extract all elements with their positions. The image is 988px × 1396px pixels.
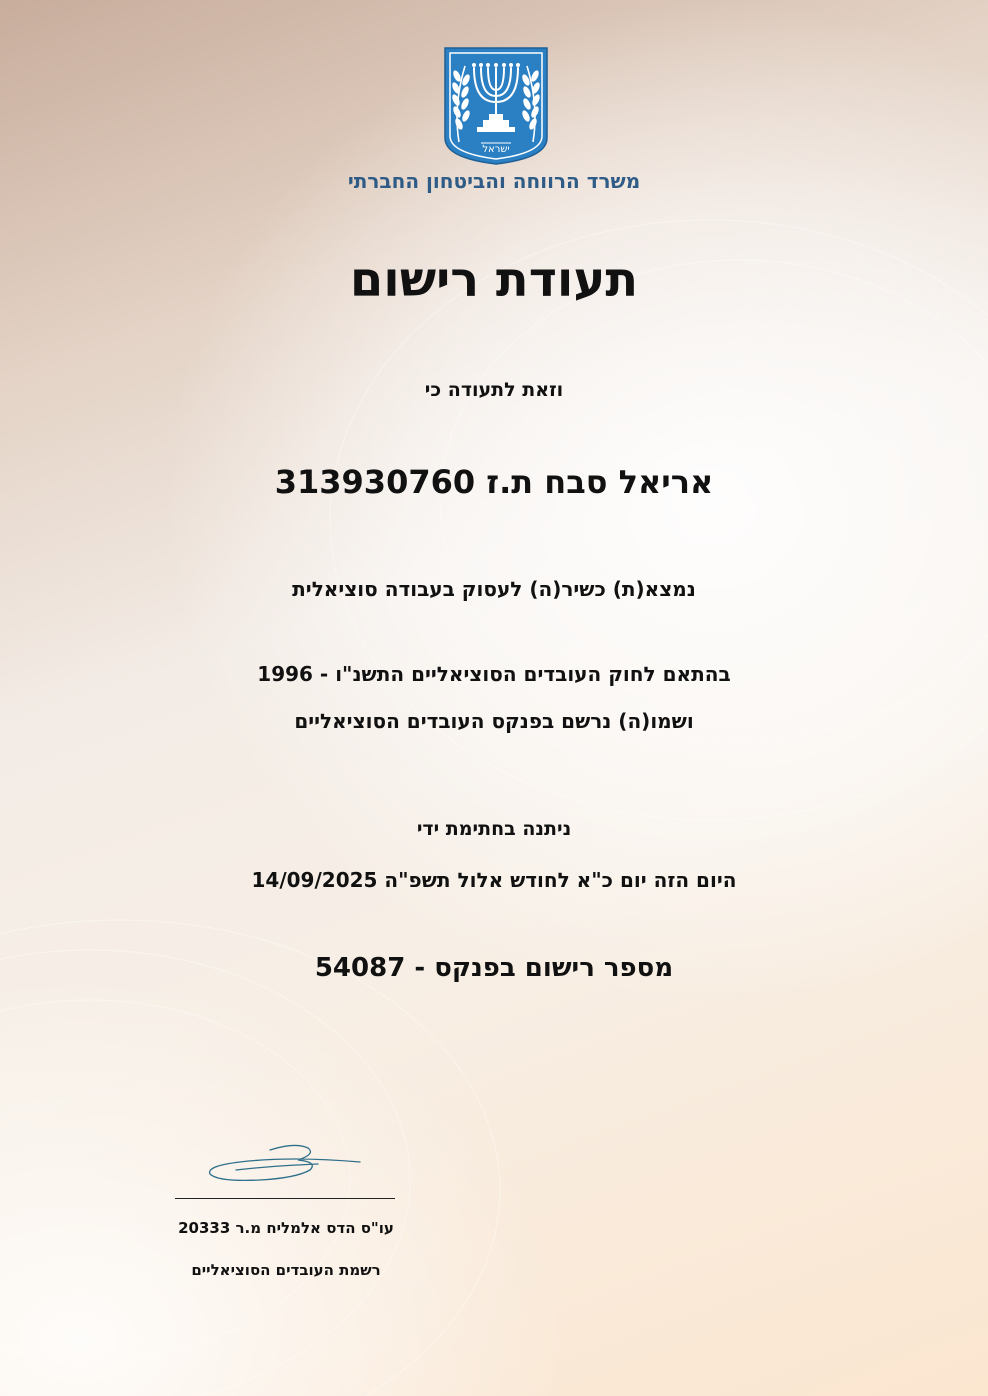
signed-by-statement: ניתנה בחתימת ידי (416, 818, 572, 840)
israel-emblem-icon (443, 46, 549, 166)
registry-statement: ושמו(ה) נרשם בפנקס העובדים הסוציאליים (294, 709, 694, 733)
emblem-text: ישראל (482, 144, 510, 155)
registration-number: מספר רישום בפנקס - 54087 (314, 953, 674, 983)
issue-date: היום הזה יום כ"א לחודש אלול תשפ"ה 14/09/2025 (251, 868, 737, 892)
signer-name: עו"ס הדס אלמליח מ.ר 20333 (178, 1219, 394, 1237)
qualification-statement: נמצא(ת) כשיר(ה) לעסוק בעבודה סוציאלית (292, 577, 696, 601)
certificate-intro: וזאת לתעודה כי (424, 379, 564, 401)
ministry-name: משרד הרווחה והביטחון החברתי (347, 169, 641, 193)
certificate-title: תעודת רישום (349, 252, 639, 308)
signer-role: רשמת העובדים הסוציאליים (191, 1261, 381, 1279)
signature-line (175, 1198, 395, 1199)
holder-name-id: אריאל סבח ת.ז 313930760 (274, 463, 714, 501)
handwritten-signature (200, 1140, 370, 1188)
law-reference: בהתאם לחוק העובדים הסוציאליים התשנ"ו - 1996 (257, 662, 731, 686)
